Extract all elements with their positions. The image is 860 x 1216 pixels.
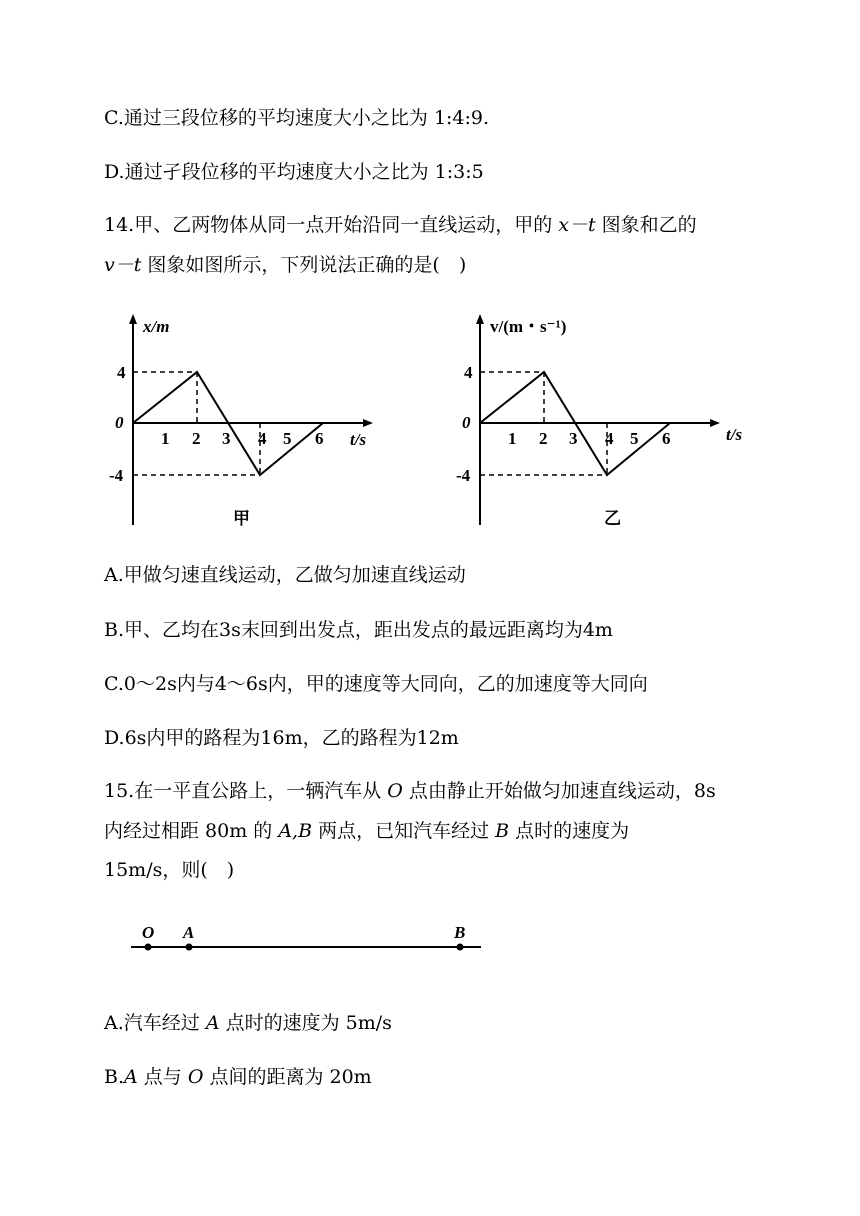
option-text: 点时的速度为 5m/s <box>219 1012 392 1034</box>
vt-symbol: v－t <box>104 254 142 276</box>
x-axis-arrow <box>710 419 720 427</box>
point-o-symbol: O <box>387 780 403 802</box>
q14-option-b: B.甲、乙均在3s末回到出发点，距出发点的最远距离均为4m <box>104 619 613 641</box>
x-tick-label: 3 <box>222 429 231 448</box>
q14-option-c: C.0～2s内与4～6s内，甲的速度等大同向，乙的加速度等大同向 <box>104 673 648 695</box>
q15-stem-line1 <box>104 778 716 804</box>
x-tick-label: 1 <box>161 429 170 448</box>
point-b-symbol: B <box>495 820 510 842</box>
graph-caption: 乙 <box>604 509 621 528</box>
q15-stem-text: 两点，已知汽车经过 <box>312 820 496 842</box>
q15-stem-text: 点时的速度为 <box>509 820 630 842</box>
x-tick-label: 4 <box>605 429 614 448</box>
x-axis-label: t/s <box>726 425 743 444</box>
x-axis-label: t/s <box>350 430 367 449</box>
x-tick-label: 5 <box>283 429 292 448</box>
graph-jia <box>105 310 375 535</box>
graph-caption: 甲 <box>233 509 250 528</box>
q15-stem-text: 点由静止开始做匀加速直线运动，8s <box>402 780 716 802</box>
y-axis-arrow <box>476 314 484 324</box>
y-tick-label: -4 <box>456 466 471 485</box>
xt-symbol: x－t <box>558 214 596 236</box>
q15-option-a <box>104 1010 392 1036</box>
option-text: 点与 <box>137 1066 188 1088</box>
point-o-dot <box>145 944 152 951</box>
option-text: A.汽车经过 <box>104 1012 206 1034</box>
option-text: 点间的距离为 20m <box>203 1066 372 1088</box>
x-tick-label: 1 <box>508 429 517 448</box>
point-b-dot <box>457 944 464 951</box>
option-text: B. <box>104 1066 125 1088</box>
x-tick-label: 3 <box>569 429 578 448</box>
q14-stem-text: 图象和乙的 <box>595 214 697 236</box>
q13-option-c: C.通过三段位移的平均速度大小之比为 1:4:9. <box>104 107 490 129</box>
y-axis-label: x/m <box>143 317 170 336</box>
road-diagram <box>125 918 490 958</box>
point-o-symbol: O <box>187 1066 204 1088</box>
x-tick-label: 6 <box>315 429 324 448</box>
y-axis-arrow <box>129 314 137 324</box>
q15-stem-line3: 15m/s，则( ) <box>104 859 235 881</box>
point-a-label: A <box>183 923 195 942</box>
point-b-label: B <box>454 923 466 942</box>
point-a-symbol: A <box>124 1066 138 1088</box>
origin-label: 0 <box>115 413 124 432</box>
point-o-label: O <box>142 923 155 942</box>
y-tick-label: -4 <box>109 466 124 485</box>
q15-stem-line2 <box>104 818 629 844</box>
x-axis-arrow <box>363 419 373 427</box>
origin-label: 0 <box>462 413 471 432</box>
q13-option-d: D.通过孑段位移的平均速度大小之比为 1:3:5 <box>104 161 484 183</box>
y-tick-label: 4 <box>464 363 473 382</box>
y-tick-label: 4 <box>117 363 126 382</box>
x-tick-label: 2 <box>539 429 548 448</box>
q15-stem-text: 15.在一平直公路上，一辆汽车从 <box>104 780 388 802</box>
q14-stem-text: 图象如图所示，下列说法正确的是( ) <box>141 254 467 276</box>
graph-yi <box>452 310 752 535</box>
x-tick-label: 4 <box>258 429 267 448</box>
q14-option-d: D.6s内甲的路程为16m，乙的路程为12m <box>104 727 459 749</box>
q14-stem-line1 <box>104 212 697 238</box>
x-tick-label: 6 <box>662 429 671 448</box>
q14-stem-line2 <box>104 252 466 278</box>
point-a-dot <box>186 944 193 951</box>
y-axis-label: v/(m・s⁻¹) <box>490 317 567 336</box>
point-a-symbol: A <box>205 1012 220 1034</box>
x-tick-label: 2 <box>192 429 201 448</box>
q15-stem-text: 内经过相距 80m 的 <box>104 820 279 842</box>
x-tick-label: 5 <box>630 429 639 448</box>
q14-option-a: A.甲做匀速直线运动，乙做匀加速直线运动 <box>104 564 466 586</box>
q14-stem-text: 14.甲、乙两物体从同一点开始沿同一直线运动，甲的 <box>104 214 559 236</box>
q15-option-b <box>104 1064 372 1090</box>
points-ab-symbol: A,B <box>278 820 313 842</box>
